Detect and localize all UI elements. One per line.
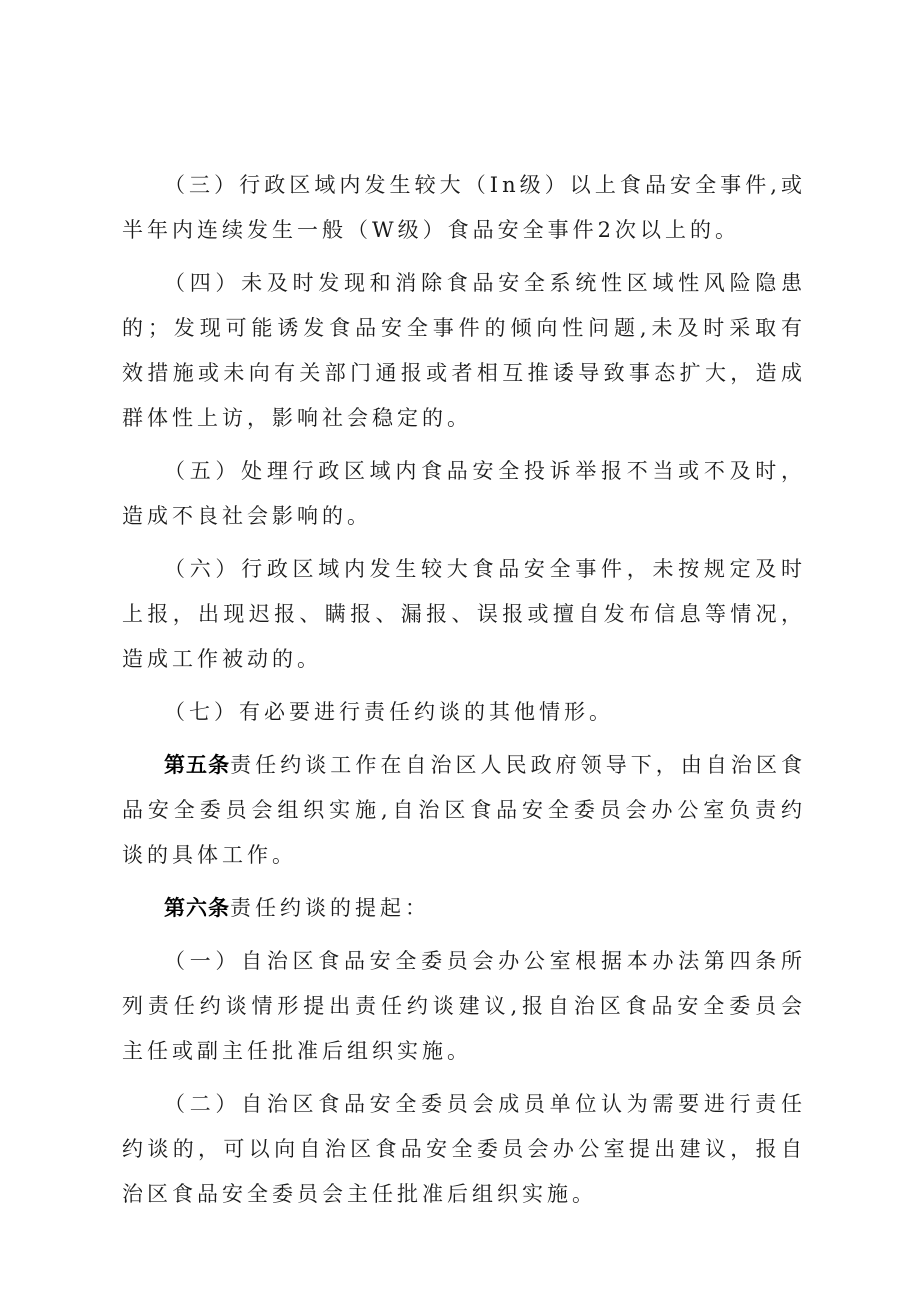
paragraph-item-6: （六）行政区域内发生较大食品安全事件，未按规定及时上报，出现迟报、瞒报、漏报、误报或擅自发布信息等情况，造成工作被动的。 — [122, 557, 806, 671]
article-6-item-1: （一）自治区食品安全委员会办公室根据本办法第四条所列责任约谈情形提出责任约谈建议,报自治区食品安全委员会主任或副主任批准后组织实施。 — [122, 949, 806, 1063]
paragraph-item-4: （四）未及时发现和消除食品安全系统性区域性风险隐患的；发现可能诱发食品安全事件的倾向性问题,未及时采取有效措施或未向有关部门通报或者相互推诿导致事态扩大，造成群体性上访，影响社会稳定的。 — [122, 271, 806, 430]
article-5 — [122, 743, 806, 878]
article-6-item-2: （二）自治区食品安全委员会成员单位认为需要进行责任约谈的，可以向自治区食品安全委员会办公室提出建议，报自治区食品安全委员会主任批准后组织实施。 — [122, 1092, 806, 1206]
article-5-text: 责任约谈工作在自治区人民政府领导下，由自治区食品安全委员会组织实施,自治区食品安全委员会办公室负责约谈的具体工作。 — [122, 753, 807, 867]
paragraph-item-5: （五）处理行政区域内食品安全投诉举报不当或不及时，造成不良社会影响的。 — [122, 459, 806, 528]
document-body — [122, 163, 806, 1225]
article-6-heading: 第六条 — [164, 896, 230, 920]
article-6-text: 责任约谈的提起： — [230, 896, 430, 920]
paragraph-item-7: （七）有必要进行责任约谈的其他情形。 — [164, 700, 614, 724]
article-6 — [122, 886, 806, 931]
paragraph-item-3: （三）行政区域内发生较大（In级）以上食品安全事件,或半年内连续发生一般（W级）食品安全事件2次以上的。 — [122, 173, 806, 242]
article-5-heading: 第五条 — [164, 753, 231, 777]
